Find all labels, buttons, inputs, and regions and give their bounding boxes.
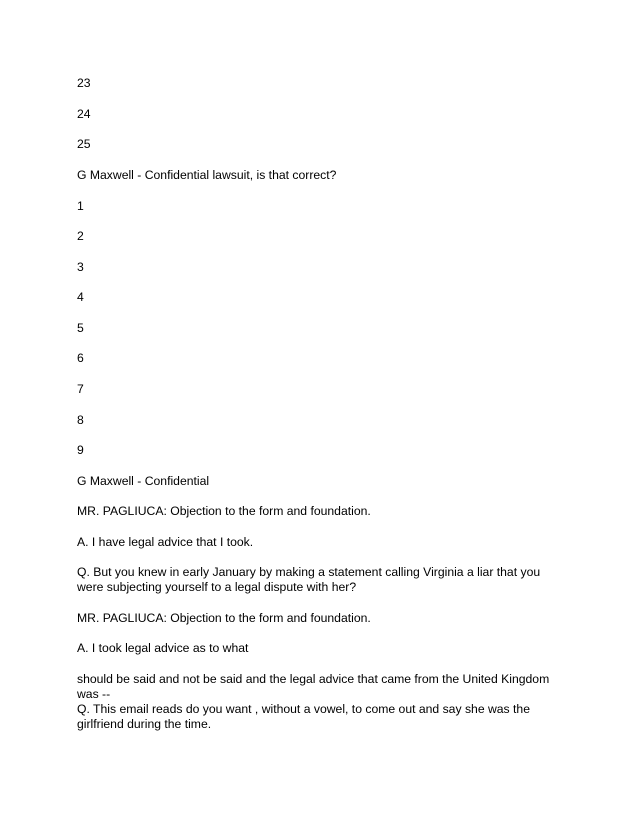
line-number-23: 23 (77, 76, 91, 90)
header-text: G Maxwell - Confidential (77, 474, 210, 488)
line-number-9: 9 (77, 443, 84, 457)
transcript-paragraph: A. I have legal advice that I took. (77, 535, 254, 549)
line-number-2: 2 (77, 229, 84, 243)
transcript-paragraph: Q. This email reads do you want , without a vowel, to come out and say she was the girlfriend during the time. (77, 702, 530, 731)
transcript-paragraph: Q. But you knew in early January by making a statement calling Virginia a liar that you were subjecting yourself to a legal dispute with her? (77, 565, 541, 594)
line-number-3: 3 (77, 260, 84, 274)
transcript-paragraph: MR. PAGLIUCA: Objection to the form and foundation. (77, 504, 371, 518)
line-number-4: 4 (77, 290, 84, 304)
line-number-24: 24 (77, 107, 91, 121)
transcript-paragraph: MR. PAGLIUCA: Objection to the form and foundation. (77, 611, 371, 625)
line-number-5: 5 (77, 321, 84, 335)
line-number-1: 1 (77, 199, 84, 213)
transcript-paragraph: should be said and not be said and the legal advice that came from the United Kingdom was -- (77, 672, 550, 701)
transcript-paragraph: A. I took legal advice as to what (77, 641, 249, 655)
line-number-8: 8 (77, 413, 84, 427)
line-number-7: 7 (77, 382, 84, 396)
line-number-25: 25 (77, 137, 91, 151)
line-number-6: 6 (77, 351, 84, 365)
header-text: G Maxwell - Confidential lawsuit, is that correct? (77, 168, 337, 182)
